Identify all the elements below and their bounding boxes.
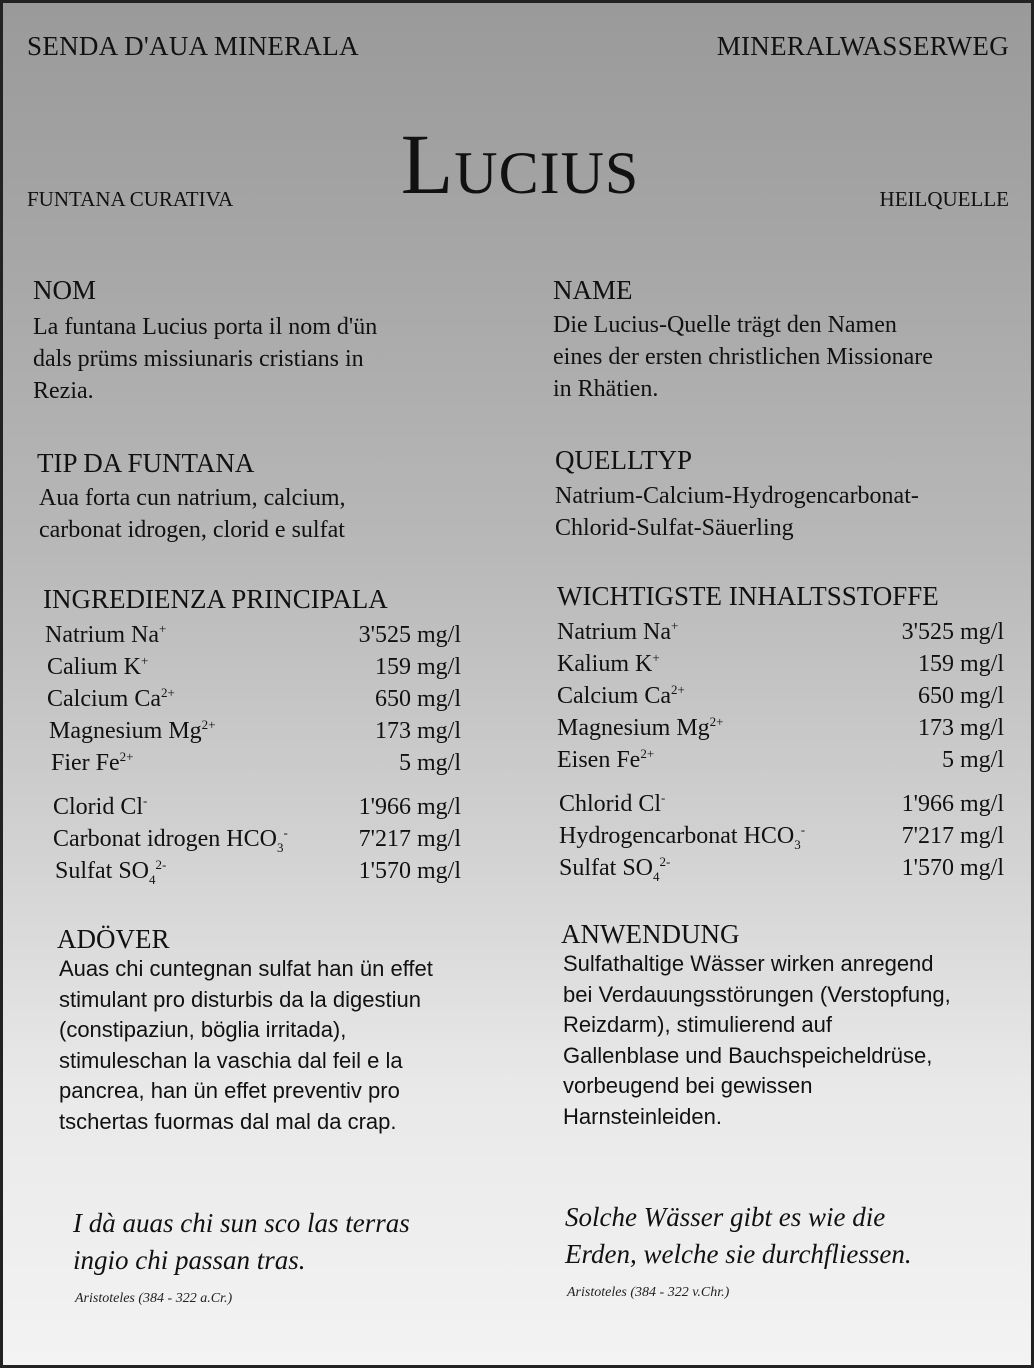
subheader-german: HEILQUELLE xyxy=(879,187,1009,211)
ingredient-row xyxy=(557,680,1004,712)
ingredient-name: Natrium Na+ xyxy=(557,618,679,645)
nom-line: Rezia. xyxy=(33,378,94,404)
ingredient-row xyxy=(559,788,1004,820)
ingredient-row xyxy=(53,823,461,855)
ingredient-row xyxy=(47,651,461,683)
ingredient-value: 1'966 mg/l xyxy=(358,794,461,820)
ingredient-row xyxy=(557,712,1004,744)
tip-line: Aua forta cun natrium, calcium, xyxy=(39,485,346,511)
column-german xyxy=(553,3,1008,1371)
section-title-nom: NOM xyxy=(33,275,97,305)
section-title-ingredients: INGREDIENZA PRINCIPALA xyxy=(43,584,388,614)
ingredient-value: 5 mg/l xyxy=(398,750,461,776)
quelltyp-line: Natrium-Calcium-Hydrogencarbonat- xyxy=(555,483,919,509)
use-line: stimulant pro disturbis da la digestiun xyxy=(59,987,421,1012)
anwendung-line: Gallenblase und Bauchspeicheldrüse, xyxy=(563,1043,933,1068)
ingredient-value: 3'525 mg/l xyxy=(358,622,461,648)
use-line: pancrea, han ün effet preventiv pro xyxy=(59,1078,400,1103)
ingredient-value: 173 mg/l xyxy=(374,718,461,744)
header-romansh: SENDA D'AUA MINERALA xyxy=(27,31,359,61)
use-line: (constipaziun, böglia irritada), xyxy=(59,1017,347,1042)
section-title-tip: TIP DA FUNTANA xyxy=(37,448,255,478)
ingredient-name: Chlorid Cl- xyxy=(559,790,666,817)
ingredient-name: Sulfat $SO_4^{2-}$ xyxy=(559,854,671,884)
anwendung-line: vorbeugend bei gewissen xyxy=(563,1073,813,1098)
quote-credit: Aristoteles (384 - 322 a.Cr.) xyxy=(75,1291,233,1306)
quelltyp-line: Chlorid-Sulfat-Säuerling xyxy=(555,515,794,541)
ingredient-row xyxy=(49,715,461,747)
ingredient-name: Eisen $Fe^{2+}$ xyxy=(557,746,655,773)
name-line: in Rhätien. xyxy=(553,376,659,402)
quote-line: Solche Wässer gibt es wie die xyxy=(565,1202,886,1232)
section-title-name: NAME xyxy=(553,275,633,305)
anwendung-line: Reizdarm), stimulierend auf xyxy=(563,1012,832,1037)
ingredient-row xyxy=(51,747,461,779)
ingredient-value: 650 mg/l xyxy=(917,683,1004,709)
ingredient-name: Natrium Na+ xyxy=(45,621,167,648)
ingredient-name: Magnesium $Mg^{2+}$ xyxy=(49,717,216,744)
ingredient-name: Kalium K+ xyxy=(557,650,660,677)
nom-line: La funtana Lucius porta il nom d'ün xyxy=(33,314,378,340)
ingredient-name: Sulfat $SO_4^{2-}$ xyxy=(55,857,167,887)
ingredient-value: 159 mg/l xyxy=(374,654,461,680)
quote-line: ingio chi passan tras. xyxy=(73,1245,306,1275)
name-line: Die Lucius-Quelle trägt den Namen xyxy=(553,312,897,338)
section-title-anwendung: ANWENDUNG xyxy=(561,919,740,949)
ingredient-name: Fier $Fe^{2+}$ xyxy=(51,749,134,776)
ingredient-row xyxy=(557,616,1004,648)
ingredient-value: 7'217 mg/l xyxy=(358,826,461,852)
header-german: MINERALWASSERWEG xyxy=(716,31,1009,61)
ingredient-name: Calium K+ xyxy=(47,653,149,680)
use-line: tschertas fuormas dal mal da crap. xyxy=(59,1109,397,1134)
ingredient-row xyxy=(47,683,461,715)
use-line: stimuleschan la vaschia dal feil e la xyxy=(59,1048,403,1073)
ingredient-row xyxy=(557,744,1004,776)
ingredient-value: 7'217 mg/l xyxy=(901,823,1004,849)
tip-line: carbonat idrogen, clorid e sulfat xyxy=(39,517,345,543)
ingredient-row xyxy=(45,619,461,651)
ingredient-name: Magnesium $Mg^{2+}$ xyxy=(557,714,724,741)
ingredient-name: Clorid Cl- xyxy=(53,793,148,820)
page-title: Lucius xyxy=(400,116,640,212)
section-title-use: ADÖVER xyxy=(57,924,170,954)
nom-line: dals prüms missiunaris cristians in xyxy=(33,346,364,372)
use-line: Auas chi cuntegnan sulfat han ün effet xyxy=(59,956,433,981)
ingredient-row xyxy=(55,855,461,887)
ingredient-row xyxy=(559,820,1004,852)
ingredient-value: 650 mg/l xyxy=(374,686,461,712)
ingredient-value: 1'966 mg/l xyxy=(901,791,1004,817)
ingredient-name: Hydrogencarbonat $HCO_3^-$ xyxy=(559,822,806,852)
ingredient-row xyxy=(559,852,1004,884)
ingredient-value: 1'570 mg/l xyxy=(358,858,461,884)
ingredient-value: 5 mg/l xyxy=(941,747,1004,773)
subheader-romansh: FUNTANA CURATIVA xyxy=(27,187,234,211)
quote-line: Erden, welche sie durchfliessen. xyxy=(565,1239,912,1269)
ingredient-value: 173 mg/l xyxy=(917,715,1004,741)
quote-line: I dà auas chi sun sco las terras xyxy=(73,1208,410,1238)
quote-credit: Aristoteles (384 - 322 v.Chr.) xyxy=(567,1285,730,1300)
anwendung-line: Sulfathaltige Wässer wirken anregend xyxy=(563,951,934,976)
ingredient-value: 3'525 mg/l xyxy=(901,619,1004,645)
name-line: eines der ersten christlichen Missionare xyxy=(553,344,933,370)
section-title-inhaltsstoffe: WICHTIGSTE INHALTSSTOFFE xyxy=(557,581,939,611)
section-title-quelltyp: QUELLTYP xyxy=(555,445,693,475)
anwendung-line: bei Verdauungsstörungen (Verstopfung, xyxy=(563,982,951,1007)
ingredient-row xyxy=(557,648,1004,680)
column-romansh xyxy=(33,3,473,1371)
ingredient-value: 159 mg/l xyxy=(917,651,1004,677)
ingredient-name: Calcium $Ca^{2+}$ xyxy=(557,682,685,709)
ingredient-row xyxy=(53,791,461,823)
anwendung-line: Harnsteinleiden. xyxy=(563,1104,722,1129)
ingredient-name: Carbonat idrogen $HCO_3^-$ xyxy=(53,825,288,855)
ingredient-name: Calcium $Ca^{2+}$ xyxy=(47,685,175,712)
ingredient-value: 1'570 mg/l xyxy=(901,855,1004,881)
